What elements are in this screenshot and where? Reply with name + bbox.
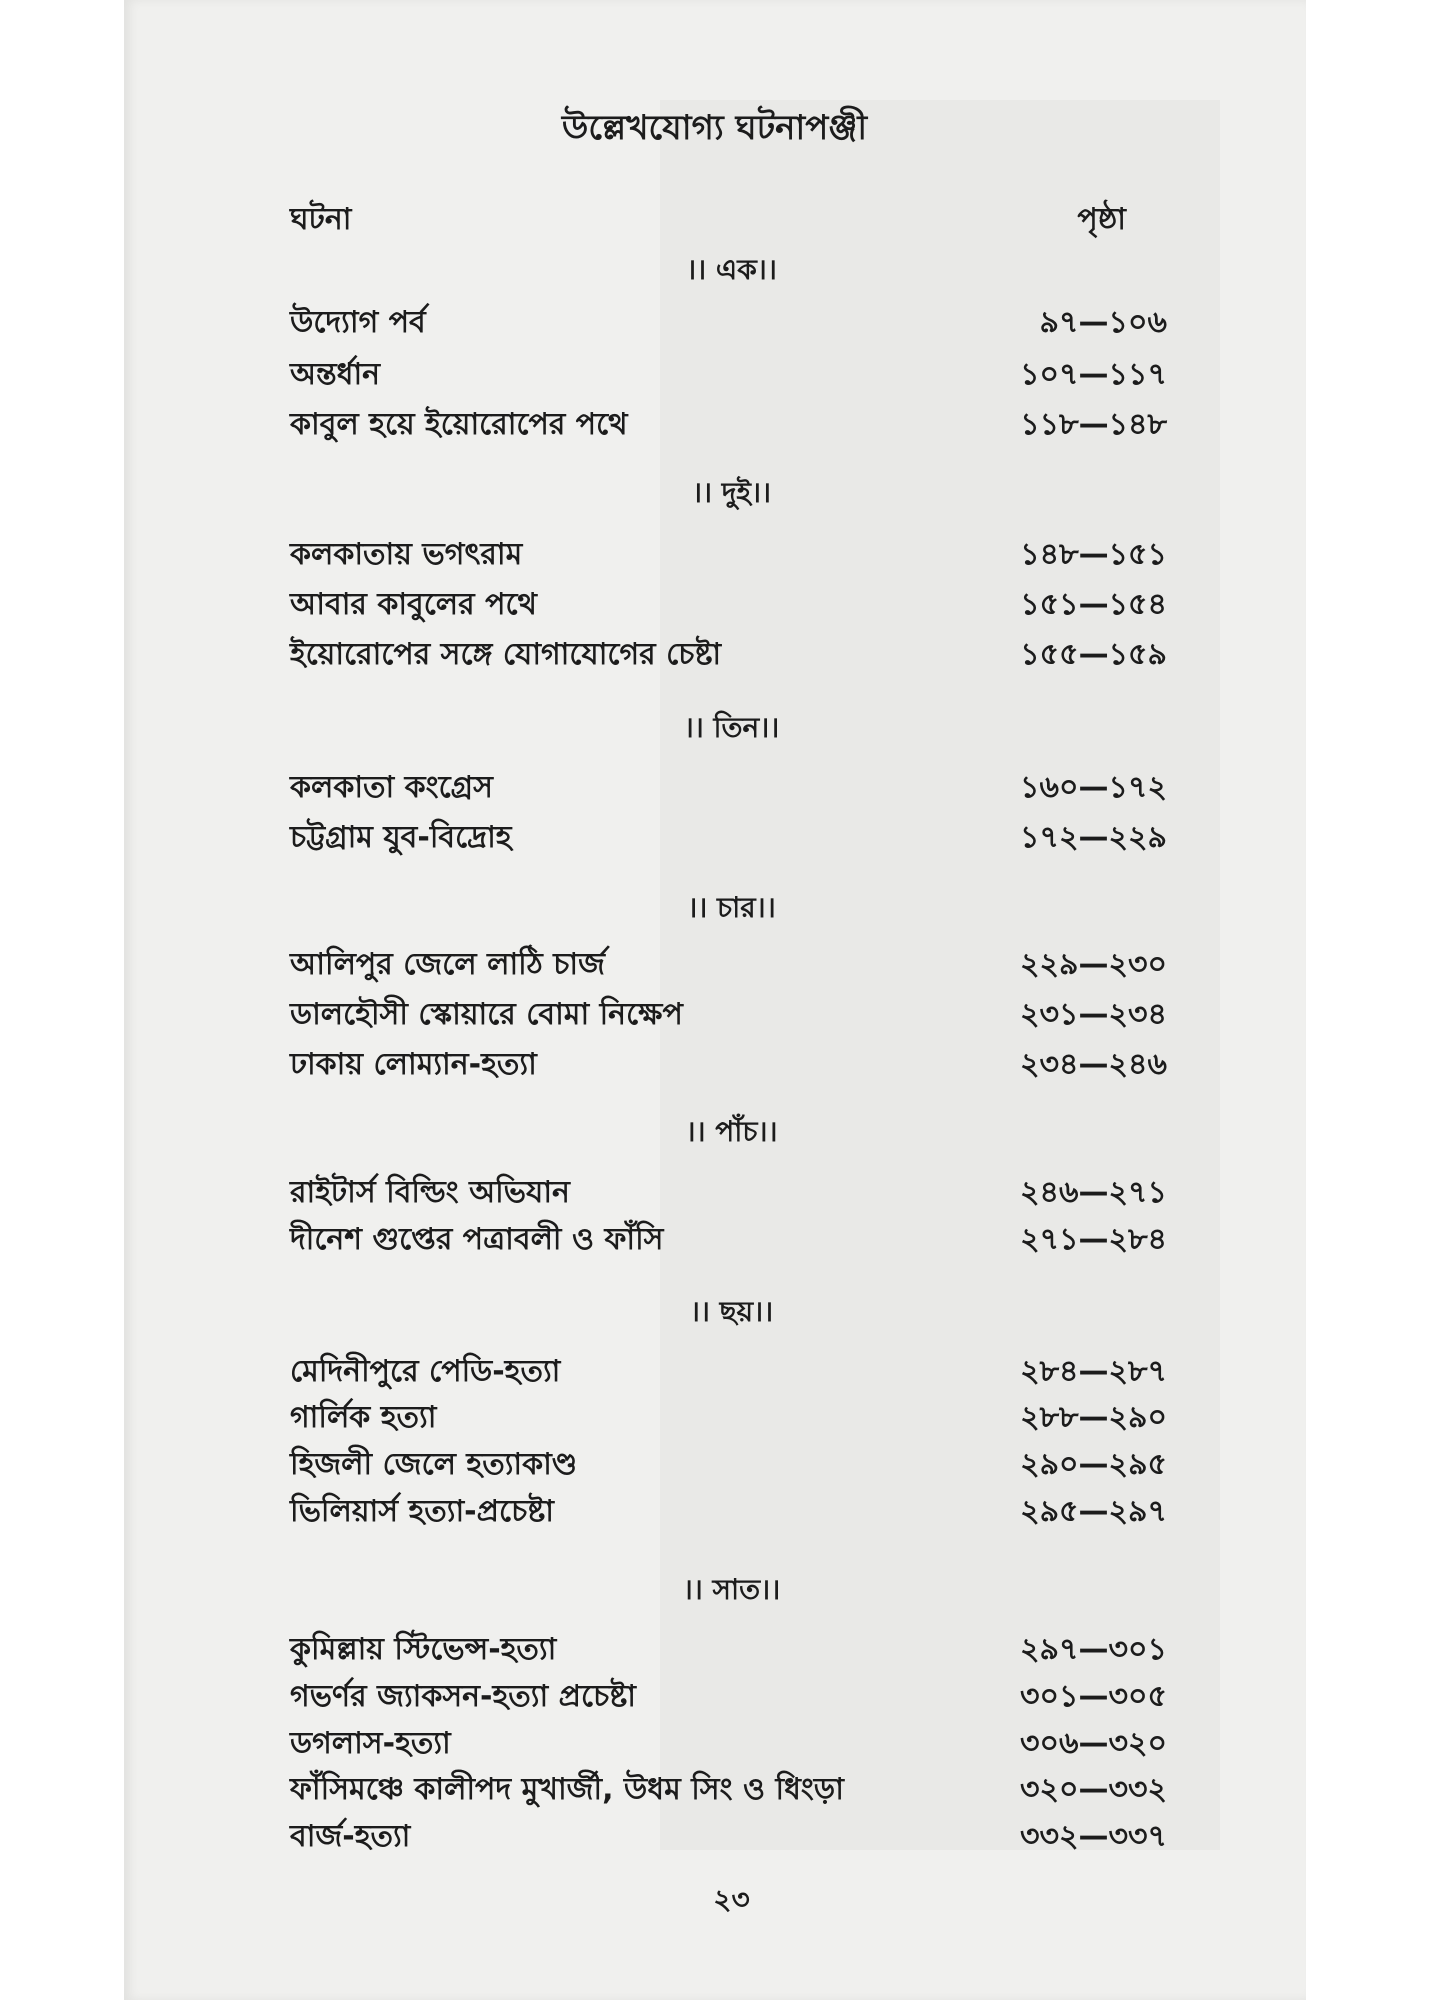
event-pages: ১৪৮—১৫১ [1020, 537, 1167, 572]
event-pages: ২৯৫—২৯৭ [1020, 1494, 1167, 1529]
event-title: উদ্যোগ পর্ব [290, 305, 426, 340]
event-title: কাবুল হয়ে ইয়োরোপের পথে [290, 407, 628, 442]
event-title: হিজলী জেলে হত্যাকাণ্ড [290, 1447, 578, 1482]
event-title: গার্লিক হত্যা [290, 1400, 437, 1435]
event-pages: ৩০৬—৩২০ [1019, 1726, 1167, 1761]
event-title: বার্জ-হত্যা [290, 1819, 411, 1854]
section-heading-1: ।। এক।। [686, 253, 777, 286]
event-pages: ৩৩২—৩৩৭ [1019, 1819, 1167, 1854]
event-title: চট্টগ্রাম যুব-বিদ্রোহ [290, 820, 512, 855]
event-title: আলিপুর জেলে লাঠি চার্জ [290, 947, 605, 982]
page-number: ২৩ [713, 1883, 750, 1916]
column-header-page: পৃষ্ঠা [1077, 202, 1126, 237]
event-title: কুমিল্লায় স্টিভেন্স-হত্যা [290, 1632, 557, 1667]
event-pages: ১৭২—২২৯ [1020, 820, 1167, 855]
event-title: ডগলাস-হত্যা [290, 1726, 451, 1761]
event-title: গভর্ণর জ্যাকসন-হত্যা প্রচেষ্টা [290, 1679, 636, 1714]
event-pages: ১০৭—১১৭ [1020, 357, 1167, 392]
event-pages: ২৩১—২৩৪ [1020, 997, 1167, 1032]
event-pages: ২৮৪—২৮৭ [1020, 1354, 1167, 1389]
event-pages: ২২৯—২৩০ [1020, 947, 1167, 982]
event-title: অন্তর্ধান [290, 357, 381, 392]
event-title: ঢাকায় লোম্যান-হত্যা [290, 1047, 537, 1082]
event-pages: ১৫৫—১৫৯ [1020, 637, 1167, 672]
event-pages: ৩০১—৩০৫ [1020, 1679, 1167, 1714]
event-title: ফাঁসিমঞ্চে কালীপদ মুখার্জী, উধম সিং ও ধিংড়া [290, 1772, 844, 1807]
event-pages: ২৭১—২৮৪ [1020, 1222, 1167, 1257]
event-pages: ৯৭—১০৬ [1039, 305, 1167, 340]
event-pages: ২৩৪—২৪৬ [1020, 1047, 1167, 1082]
event-pages: ১১৮—১৪৮ [1020, 407, 1167, 442]
section-heading-2: ।। দুই।। [691, 476, 772, 509]
event-pages: ২৮৮—২৯০ [1020, 1400, 1167, 1435]
event-title: মেদিনীপুরে পেডি-হত্যা [290, 1354, 561, 1389]
section-heading-3: ।। তিন।। [683, 711, 780, 744]
event-title: ইয়োরোপের সঙ্গে যোগাযোগের চেষ্টা [290, 637, 722, 672]
event-pages: ১৬০—১৭২ [1020, 770, 1167, 805]
event-title: দীনেশ গুপ্তের পত্রাবলী ও ফাঁসি [290, 1222, 664, 1257]
section-heading-5: ।। পাঁচ।। [685, 1115, 778, 1148]
event-title: ভিলিয়ার্স হত্যা-প্রচেষ্টা [290, 1494, 554, 1529]
event-title: আবার কাবুলের পথে [290, 587, 537, 622]
event-title: রাইটার্স বিল্ডিং অভিযান [290, 1175, 570, 1210]
event-pages: ২৯০—২৯৫ [1020, 1447, 1167, 1482]
event-pages: ১৫১—১৫৪ [1020, 587, 1167, 622]
event-title: কলকাতা কংগ্রেস [290, 770, 493, 805]
section-heading-4: ।। চার।। [687, 891, 776, 924]
section-heading-7: ।। সাত।। [682, 1573, 781, 1606]
section-heading-6: ।। ছয়।। [689, 1295, 774, 1328]
event-title: কলকাতায় ভগৎরাম [290, 537, 523, 572]
column-header-event: ঘটনা [290, 202, 352, 237]
event-pages: ২৯৭—৩০১ [1020, 1632, 1167, 1667]
page-title: উল্লেখযোগ্য ঘটনাপঞ্জী [561, 108, 868, 148]
event-title: ডালহৌসী স্কোয়ারে বোমা নিক্ষেপ [290, 997, 683, 1032]
event-pages: ৩২০—৩৩২ [1019, 1772, 1167, 1807]
event-pages: ২৪৬—২৭১ [1020, 1175, 1167, 1210]
